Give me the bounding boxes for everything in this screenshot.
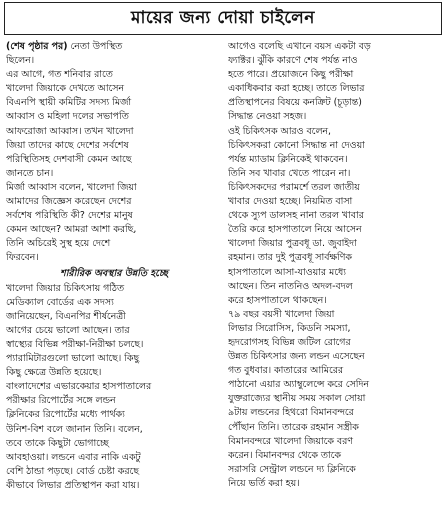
article-line: আব্বাস ও মহিলা দলের সভাপতি [6,111,129,123]
article-line: আছেন। তিন নাতনিও অদল-বদল [228,280,353,292]
article-line: ছিলেন। [6,55,35,67]
article-line: বিমানবন্দরে খালেদা জিয়াকে বরণ [228,435,353,447]
headline-box [4,2,442,35]
article-line: তবে তাকে কিছুটা ভোগাচ্ছে [6,437,109,449]
article-line: বাংলাদেশের এভারকেয়ার হাসপাতালের [6,381,152,393]
article-line: চিকিৎসকদের পরামর্শে তরল জাতীয় [228,181,360,193]
left-lines-2 [6,282,222,493]
article-line: আগের চেয়ে ভালো আছেন। তার [6,324,130,336]
article-line: নিয়ে ভর্তি করা হয়। [228,477,300,489]
article-line: আগেও বলেছি এখানে বয়স একটা বড় [228,41,371,52]
left-lines [6,54,222,265]
article-line: গত বুধবার। কাতারের আমিরের [228,365,344,377]
article-line: এর আগে, গত শনিবার রাতে [6,69,113,81]
article-line: খালেদা জিয়াকে দেখতে আসেন [6,83,125,95]
article-line: জানিয়েছেন, বিএনপির শীর্ষনেত্রী [6,310,126,322]
article-line: করেন। বিমানবন্দর থেকে তাকে [228,449,341,461]
article-column-right [228,40,444,524]
article-line: তৈরি করে হাসপাতালে নিয়ে আসেন [228,224,362,236]
article-line: হৃদরোগসহ বিভিন্ন জটিল রোগের [228,336,351,348]
article-line: রহমান। তার দুই পুত্রবধূ সার্বক্ষণিক [228,252,352,264]
article-line: পৌঁছান তিনি। তারেক রহমান সস্ত্রীক [228,421,359,433]
continued-tag: (শেষ পৃষ্ঠার পর) [6,41,68,52]
article-line: আবহাওয়া। লন্ডনে এবার নাকি একটু [6,451,141,463]
article-line: কেমন আছেন? আমরা আশা করছি, [6,224,137,236]
paragraph-intro [6,40,222,54]
article-line: স্বাস্থ্যের বিভিন্ন পরীক্ষা-নিরীক্ষা চলছে। [6,338,144,350]
article-line: হাসপাতালে আসা-যাওয়ার মধ্যে [228,266,346,278]
article-line: প্রতিস্থাপনের বিষয়ে কনক্রিট (চূড়ান্ত) [228,97,362,109]
article-line: খাবার দেওয়া হচ্ছে। নিয়মিত বাসা [228,196,353,208]
article-line: করে হাসপাতালে থাকছেন। [228,294,327,306]
article-line: চিকিৎসকরা কোনো সিদ্ধান্ত না দেওয়া [228,139,365,151]
article-line: লিভার সিরোসিস, কিডনি সমস্যা, [228,322,351,334]
article-line: যুক্তরাজ্যের স্থানীয় সময় সকাল সোয়া [228,393,366,405]
article-line: সিদ্ধান্ত নেওয়া সহজ। [228,111,307,123]
right-lines [228,40,444,491]
article-line: পরিস্থিতিসহ দেশবাসী কেমন আছে [6,153,132,165]
article-line: কিছু ক্ষেত্রে উন্নতি হয়েছে। [6,367,102,379]
article-line: সর্বশেষ পরিস্থিতি কী? দেশের মানুষ [6,210,133,222]
article-line: পাঠানো এয়ার অ্যাম্বুলেন্সে করে সেদিন [228,379,369,391]
article-line: ফ্যাক্টর। ঝুঁকি কারণে শেষ পর্যন্ত নাও [228,55,358,67]
article-line: জানতে চান। [6,167,54,179]
article-line: পরীক্ষার রিপোর্টের সঙ্গে লন্ডন [6,395,116,407]
article-line: তিনি অচিরেই সুস্থ হয়ে দেশে [6,238,111,250]
article-line: জিয়া তাদের কাছে দেশের সর্বশেষ [6,139,129,151]
article-line: ক্লিনিকের রিপোর্টের মধ্যে পার্থক্য [6,409,125,421]
article-line: কীভাবে লিভার প্রতিস্থাপন করা যায়। [6,479,140,491]
article-line: বিএনপি স্থায়ী কমিটির সদস্য মির্জা [6,97,132,109]
article-line: একাধিকবার করা হচ্ছে। তাতে লিভার [228,83,365,95]
article-line: পর্যন্ত ম্যাডাম ক্লিনিকেই থাকবেন। [228,153,348,165]
subheading: শারীরিক অবস্থার উন্নতি হচ্ছে [60,267,168,279]
article-line: আফরোজা আব্বাস। তখন খালেদা [6,125,134,137]
article-line: প্যারামিটারগুলো ভালো আছে। কিছু [6,353,140,365]
article-line: থেকে স্যুপ ডালসহ নানা তরল খাবার [228,210,364,222]
article-line: খালেদা জিয়ার চিকিৎসায় গঠিত [6,282,124,294]
article-line: উন্নত চিকিৎসার জন্য লন্ডন এসেছেন [228,351,365,363]
article-line: সরাসরি সেন্ট্রাল লন্ডনে দ্য ক্লিনিকে [228,463,356,475]
article-line: উনিশ-বিশ বলে জানান তিনি। বলেন, [6,423,143,435]
article-line: ফিরবেন। [6,252,39,264]
article-line: মির্জা আব্বাস বলেন, খালেদা জিয়া [6,181,137,193]
article-line: আমাদের জিজ্ঞেস করেছেন দেশের [6,196,132,208]
article-line: বেশি ঠান্ডা পড়ছে। বোর্ড চেষ্টা করছে [6,465,139,477]
intro-text: নেতা উপস্থিত [67,41,123,52]
article-line: ৯টায় লন্ডনের হিথরো বিমানবন্দরে [228,407,354,419]
headline: মায়ের জন্য দোয়া চাইলেন [131,7,315,28]
article-line: ওই চিকিৎসক আরও বলেন, [228,125,331,137]
article-line: ৭৯ বছর বয়সী খালেদা জিয়া [228,308,335,320]
article-line: খালেদা জিয়ার পুত্রবধূ ডা. জুবাইদা [228,238,357,250]
article-column-left [6,40,222,524]
article-line: তিনি সব খাবার খেতে পারেন না। [228,167,351,179]
article-line: হতে পারে। প্রয়োজনে কিছু পরীক্ষা [228,69,354,81]
article-line: মেডিক্যাল বোর্ডের এক সদস্য [6,296,114,308]
